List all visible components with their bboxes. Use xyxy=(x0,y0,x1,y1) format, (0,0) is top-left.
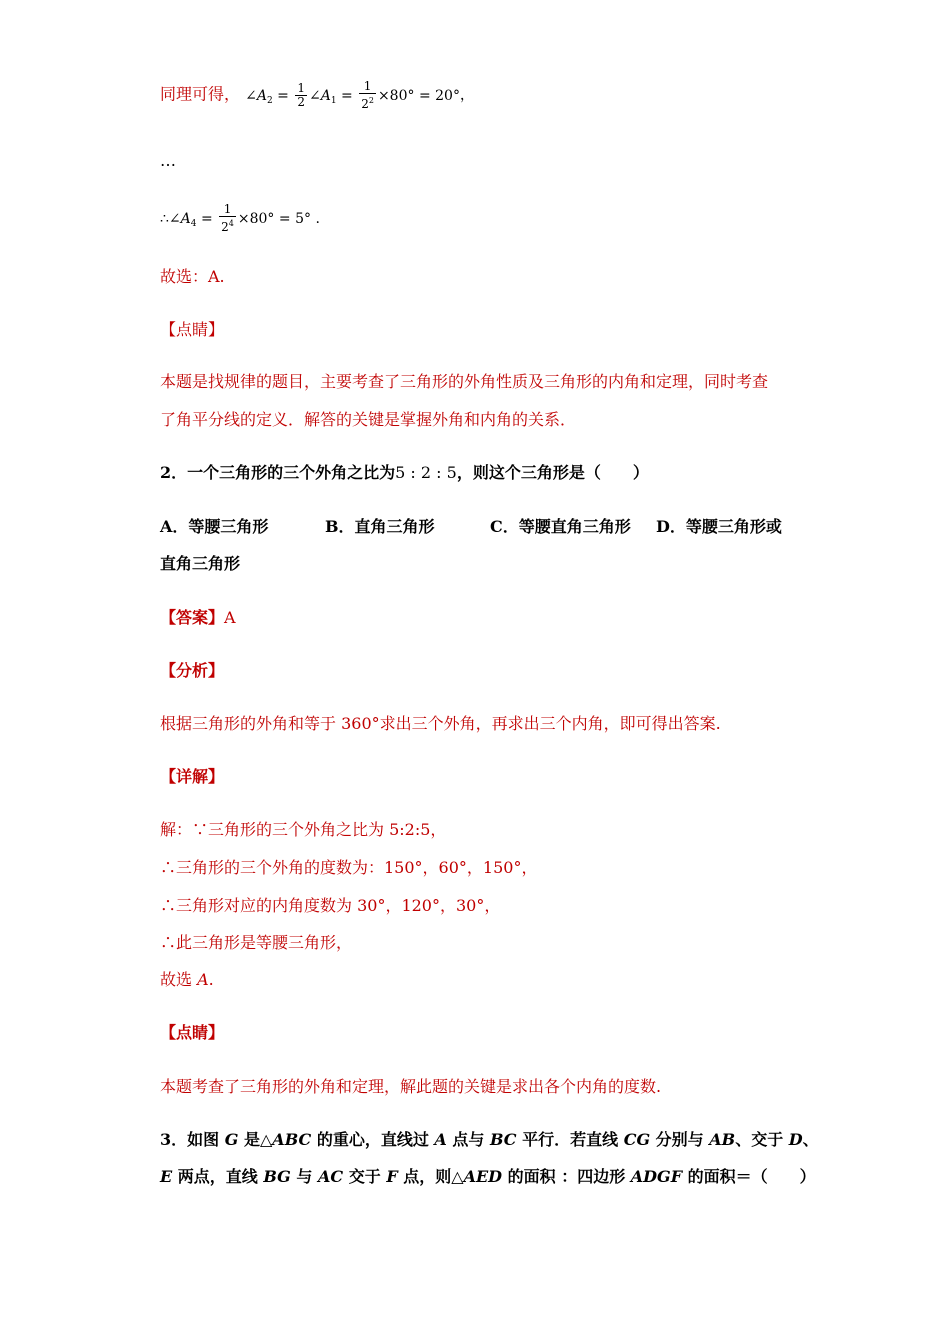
q2-option-a: A．等腰三角形 xyxy=(160,517,269,536)
q2-dianjing: 本题考查了三角形的外角和定理，解此题的关键是求出各个内角的度数. xyxy=(160,1077,662,1096)
q2-detail-1: 解：∵三角形的三个外角之比为 5:2:5， xyxy=(160,820,447,839)
q2-option-d: D．等腰三角形或 xyxy=(656,517,782,536)
q2-analysis-title: 【分析】 xyxy=(160,661,225,680)
q2-dianjing-title: 【点睛】 xyxy=(160,1023,225,1042)
q2-ratio: 5 : 2 : 5 xyxy=(395,463,457,482)
fraction-sixteenth: $\frac{1}{2^4}$ xyxy=(221,202,234,234)
q2-detail-4: ∴此三角形是等腰三角形， xyxy=(160,933,353,952)
fraction-quarter: $\frac{1}{2^2}$ xyxy=(361,79,374,111)
q2-detail-2: ∴三角形的三个外角的度数为：150°，60°，150°， xyxy=(160,858,538,877)
derivation-line-1: 同理可得， $\angle A_2$ = $\frac{1}{2}$ $\angle A_1$ = $\frac{1}{2^2}$ ×80° = 20°， xyxy=(160,79,474,111)
q3-stem-line-1: 3．如图 G 是△ABC 的重心，直线过 A 点与 BC 平行．若直线 CG 分别与 AB、交于 D、 xyxy=(160,1130,819,1149)
q2-answer: 【答案】A xyxy=(160,608,236,627)
q2-detail-5: 故选 A. xyxy=(160,970,214,989)
angle-formula: $\angle A_2$ = $\frac{1}{2}$ $\angle A_1$ = $\frac{1}{2^2}$ ×80° = 20° xyxy=(245,79,460,111)
q3-stem-line-2: E 两点，直线 BG 与 AC 交于 F 点，则△AED 的面积 ：四边形 ADGF 的面积＝（ ） xyxy=(160,1167,816,1186)
q2-stem: 2．一个三角形的三个外角之比为5 : 2 : 5，则这个三角形是（ ） xyxy=(160,463,649,482)
q1-dianjing-line-1: 本题是找规律的题目，主要考查了三角形的外角性质及三角形的内角和定理，同时考查 xyxy=(160,372,769,391)
q2-analysis: 根据三角形的外角和等于 360°求出三个外角，再求出三个内角，即可得出答案. xyxy=(160,714,721,733)
q2-options xyxy=(160,516,800,538)
ellipsis: … xyxy=(160,151,176,170)
q2-option-c: C．等腰直角三角形 xyxy=(490,517,631,536)
q2-option-b: B．直角三角形 xyxy=(325,517,435,536)
q2-detail-3: ∴三角形对应的内角度数为 30°，120°，30°， xyxy=(160,896,501,915)
angle-a4-formula: $\therefore\angle A_4$ = $\frac{1}{2^4}$ ×80° = 5° . xyxy=(160,202,320,234)
q2-option-d-continued: 直角三角形 xyxy=(160,554,241,573)
q2-detail-title: 【详解】 xyxy=(160,767,225,786)
fraction-half: $\frac{1}{2}$ xyxy=(297,81,305,109)
q1-dianjing-title: 【点睛】 xyxy=(160,320,225,339)
derivation-line-3 xyxy=(160,203,320,235)
q1-dianjing-line-2: 了角平分线的定义．解答的关键是掌握外角和内角的关系． xyxy=(160,410,577,429)
q1-choice: 故选：A. xyxy=(160,267,225,286)
derivation-prefix: 同理可得， xyxy=(160,84,241,104)
